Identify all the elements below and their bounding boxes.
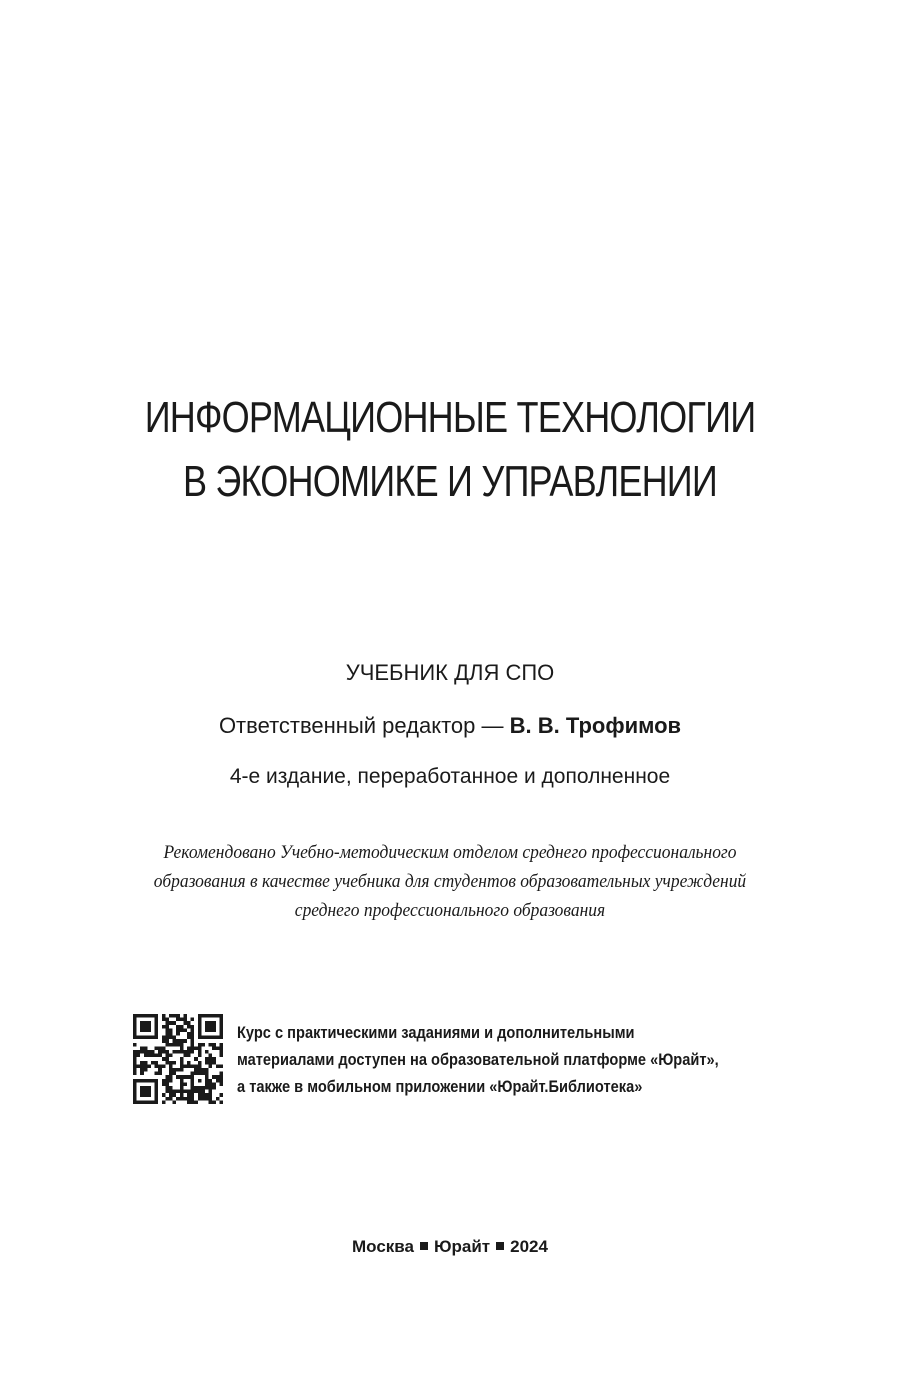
- book-title: [0, 386, 900, 514]
- edition-info: 4-е издание, переработанное и дополненное: [229, 765, 671, 788]
- imprint-city: Москва: [352, 1237, 414, 1256]
- recommendation-note: [0, 838, 900, 925]
- qr-code-icon[interactable]: [133, 1014, 223, 1104]
- recommendation-line-1: Рекомендовано Учебно-методическим отделом среднего профессионального: [163, 842, 737, 863]
- imprint: [0, 1234, 900, 1260]
- imprint-publisher: Юрайт: [433, 1237, 491, 1256]
- course-note: [237, 1019, 797, 1100]
- course-note-line-1: Курс с практическими заданиями и дополнительными: [237, 1023, 635, 1042]
- course-note-line-2: материалами доступен на образовательной платформе «Юрайт»,: [237, 1050, 719, 1069]
- recommendation-line-3: среднего профессионального образования: [294, 900, 606, 921]
- course-note-line-3: а также в мобильном приложении «Юрайт.Библиотека»: [237, 1077, 643, 1096]
- editor-line: [0, 711, 900, 741]
- book-subtitle: УЧЕБНИК ДЛЯ СПО: [345, 660, 555, 685]
- recommendation-line-2: образования в качестве учебника для студентов образовательных учреждений: [153, 871, 747, 892]
- editor-label: Ответственный редактор —: [218, 713, 510, 738]
- book-title-line-2: В ЭКОНОМИКЕ И УПРАВЛЕНИИ: [182, 457, 718, 506]
- editor-name: В. В. Трофимов: [509, 713, 682, 738]
- book-title-line-1: ИНФОРМАЦИОННЫЕ ТЕХНОЛОГИИ: [144, 393, 756, 442]
- separator-square: [420, 1242, 428, 1250]
- separator-square: [496, 1242, 504, 1250]
- imprint-year: 2024: [510, 1237, 548, 1256]
